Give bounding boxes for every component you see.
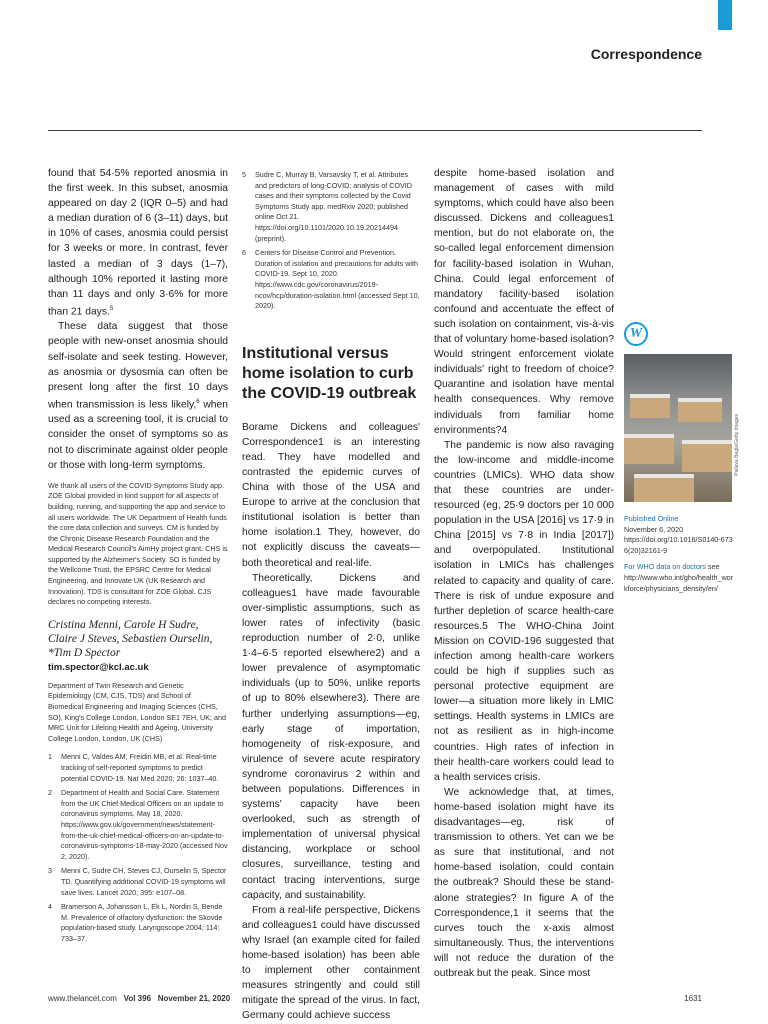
reference-item (48, 902, 228, 944)
footer-site[interactable]: www.thelancet.com (48, 994, 117, 1003)
column-2 (242, 170, 420, 1023)
paragraph-text: found that 54·5% reported anosmia in the first week. In this subset, anosmia appeared on day 2 (IQR 0–5) and had a median duration of 6 (3–11) days, but in 10% of cases, anosmia could persist for 3 weeks or more. In contrast, fever lasted a median of 3 days (1–7), although 10% reported it lasting more than 11 days and only 3·6% for more than 21 days. (48, 168, 228, 318)
citation[interactable]: 6 (196, 398, 200, 405)
doi-link[interactable]: https://doi.org/10.1016/S0140-6736(20)32161-9 (624, 535, 733, 555)
footer-volume: Vol 396 (123, 994, 152, 1003)
who-suffix: see (705, 562, 720, 572)
who-data-note (624, 562, 736, 594)
reference-text: Bramerson A, Johansson L, Ek L, Nordin S, Bende M. Prevalence of olfactory dysfunction: the Skovde population-based study. Laryngoscope 2004; 114: 733–37. (61, 902, 223, 943)
reference-text: Department of Health and Social Care. Statement from the UK Chief Medical Officers on an update to coronavirus symptoms. May 18, 2020. https://www.gov.uk/government/news/statement-from-the-uk-chief-medical-officers-on-an-update-to-coronavirus-symptoms-18-may-2020 (accessed Nov 2, 2020). (61, 788, 228, 861)
photo-wrapper (624, 354, 740, 502)
section-label: Correspondence (590, 46, 702, 62)
published-date: November 6, 2020 (624, 524, 684, 534)
reference-text: Centers for Disease Control and Prevention. Duration of isolation and precautions for adults with COVID-19. Sept 10, 2020. https://www.cdc.gov/coronavirus/2019-ncov/hcp/duration-isolation.html (accessed Sept 10, 2020). (255, 248, 420, 311)
corresponding-email[interactable]: tim.spector@kcl.ac.uk (48, 661, 149, 673)
bed-shape (634, 474, 694, 502)
who-url-link[interactable]: http://www.who.int/gho/health_workforce/physicians_density/en/ (624, 572, 734, 593)
paragraph (48, 166, 228, 319)
column-1 (48, 166, 228, 949)
reference-item (242, 170, 420, 244)
reference-item (242, 248, 420, 312)
bed-shape (630, 394, 670, 418)
reference-list (242, 170, 420, 312)
who-label: For WHO data on doctors (624, 562, 706, 572)
journal-color-tab (718, 0, 732, 30)
reference-text: Sudre C, Murray B, Varsavsky T, et al. Attributes and predictors of long-COVID: analysis of COVID cases and their symptoms collected by the Covid Symptoms Study app. medRxiv 2020; published online Oct 21. https://doi.org/10.1101/2020.10.19.20214494 (preprint). (255, 170, 412, 243)
reference-text: Menni C, Valdes AM, Freidin MB, et al. Real-time tracking of self-reported symptoms to predict potential COVID-19. Nat Med 2020; 26: 1037–40. (61, 752, 219, 783)
article-title: Institutional versus home isolation to curb the COVID-19 outbreak (242, 344, 417, 402)
reference-item (48, 752, 228, 784)
citation[interactable]: 5 (109, 305, 114, 312)
paragraph (48, 319, 228, 472)
column-3 (434, 166, 614, 981)
paragraph-text: when used as a screening tool, it is crucial to consider the onset of symptoms so as not to discriminate against older people or those with long-term symptoms. (48, 399, 228, 471)
reference-number: 2 (48, 788, 52, 798)
reference-item (48, 788, 228, 862)
paragraph: Borame Dickens and colleagues' Correspondence1 is an interesting read. They have modelled and contrasted the epidemic curves of China with those of the USA and Europe to arrive at the conclusion that institutional isolation is better than home isolation.1 They, however, do not explicitly discuss the caveats—both theoretical and real-life. (242, 421, 420, 569)
reference-number: 3 (48, 866, 52, 876)
bed-shape (682, 440, 732, 472)
published-label: Published Online (624, 514, 679, 523)
paragraph-text: These data suggest that those people with new-onset anosmia should self-isolate and seek testing. However, as anosmia or dysosmia can often be present long after the first 10 days when transmission is less likely, (48, 321, 228, 411)
acknowledgement: We thank all users of the COVID Symptoms Study app. ZOE Global provided in kind support for all aspects of building, running, and supporting the app and service to all users worldwide. The UK Department of Health funds the core data collection and surveys. CM is funded by the Chronic Disease Research Foundation and the Medical Research Council's AimHy project grant. CHS is supported by the Alzheimer's Society. SO is funded by the Wellcome Trust, the EPSRC Centre for Medical Engineering, and Innovate UK (UK Research and Innovation). TDS is consultant for ZOE Global. CJS declares no competing interests. (48, 480, 228, 607)
paragraph: We acknowledge that, at times, home-based isolation might have its disadvantages—eg, risk of transmission to others. Yet can we be as sure that institutional, and not home-based isolation, could contain the outbreak? Should these be stand-alone strategies? In figure A of the Correspondence,1 it seems that the curves touch the x-axis almost simultaneously. Thus, the interventions will not reduce the duration of the outbreak but the peak. Since most (434, 786, 614, 979)
reference-list (48, 752, 228, 944)
author-list: Cristina Menni, Carole H Sudre, Claire J Steves, Sebastien Ourselin, *Tim D Spector (48, 618, 213, 659)
paragraph: despite home-based isolation and management of cases with mild symptoms, which could have also been discussed. Dickens and colleagues1 mention, but do not elaborate on, the so-called legal enforcement dimension for facility-based isolation in Wuhan, China. Could legal enforcement of mandatory facility-based isolation confound and accentuate the effect of such isolation on containment, vis-à-vis that of voluntary home-based isolation? Would stringent enforcement violate individuals' right to freedom of choice? Quarantine and isolation have mental health consequences. Why remove individuals from familiar home environments?4 (434, 168, 614, 436)
reference-number: 4 (48, 902, 52, 912)
margin-sidebar (624, 322, 740, 594)
reference-number: 5 (242, 170, 246, 179)
photo-credit: Pallava Bagla/Getty Images (734, 414, 740, 476)
paragraph: From a real-life perspective, Dickens and colleagues1 could have discussed why Israel (an example cited for failed home-based isolation) has been able to implement other containment measures stringently and could still mitigate the spread of the virus. In fact, Germany could achieve success (242, 904, 420, 1022)
footer-date: November 21, 2020 (157, 994, 231, 1003)
page-number: 1631 (684, 994, 702, 1003)
reference-number: 6 (242, 248, 246, 258)
publication-info (624, 514, 736, 556)
paragraph: The pandemic is now also ravaging the low-income and middle-income countries (LMICs). WHO data show that these countries are under-resourced (eg, 25·9 doctors per 10 000 population in the USA [2016] vs 17·9 in China [2015] vs 7·8 in India [2017]) and overpopulated. Institutional isolation in LMICs has challenges related to capacity and quality of care. There is risk of undue exposure and further depletion of scarce health-care resources.5 The WHO-China Joint Mission on COVID-196 suggested that infection among health-care workers could be high if supplies such as personal protective equipment are lower—a situation more likely in LMIC settings. Health systems in LMICs are not as resilient as in high-income countries. High rates of infection in their health-care workers could lead to a health services crisis. (434, 439, 614, 783)
bed-shape (624, 434, 674, 464)
reference-item (48, 866, 228, 898)
footer-left (48, 994, 230, 1003)
isolation-beds-photo (624, 354, 732, 502)
header-rule (48, 130, 702, 131)
lancet-logo-icon: W (624, 322, 648, 346)
reference-number: 1 (48, 752, 52, 762)
affiliation: Department of Twin Research and Genetic Epidemiology (CM, CJS, TDS) and School of Biomedical Engineering and Imaging Sciences (CHS, SO), King's College London, London SE1 7EH, UK; and MRC Unit for Lifelong Health and Ageing, University College London, London, UK (CHS) (48, 680, 226, 743)
bed-shape (678, 398, 722, 422)
paragraph: Theoretically, Dickens and colleagues1 have made favourable over-simplistic assumptions, such as lower rates of infectivity (basic reproduction number of 2·0, unlike 1·4–6·5 reported elsewhere2) and a lower prevalence of asymptomatic individuals (up to 50%, unlike reports of up to 80% elsewhere3). There are further underlying assumptions—eg, early stage of importation, homogeneity of risk-exposure, and virulence of severe acute respiratory syndrome coronavirus 2 within and between populations. Differences in systems' capacity have been overlooked, such as strength of implementation of universal physical distancing, workplace or school closures, surveillance, testing and contact tracing interventions, surge capacity, and sustainability. (242, 572, 420, 901)
reference-text: Menni C, Sudre CH, Steves CJ, Ourselin S, Spector TD. Quantifying additional COVID-19 symptoms will save lives. Lancet 2020; 395: e107–08. (61, 866, 227, 897)
